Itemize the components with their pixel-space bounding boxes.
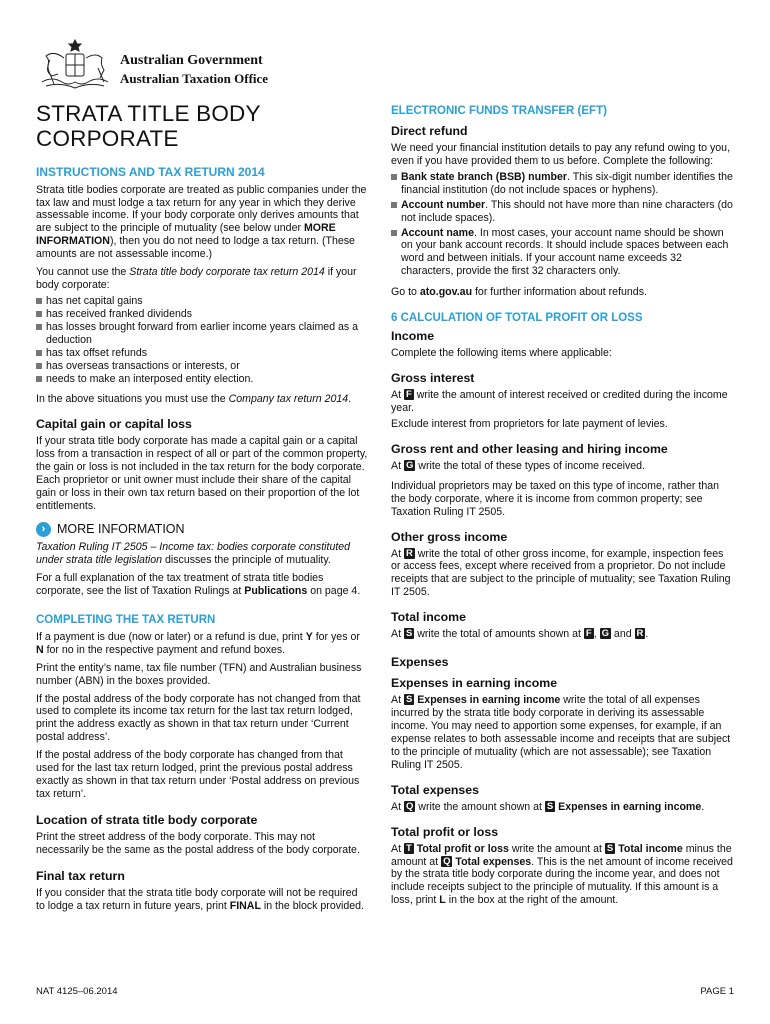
label-g: G: [405, 459, 414, 471]
label-s: S: [405, 694, 413, 706]
direct-refund-heading: Direct refund: [391, 124, 468, 139]
label-r: R: [636, 628, 644, 640]
eft-heading: ELECTRONIC FUNDS TRANSFER (EFT): [391, 105, 607, 117]
label-s: S: [606, 842, 614, 854]
gross-rent-heading: Gross rent and other leasing and hiring income: [391, 441, 668, 456]
gross-interest-paragraph: At F write the amount of interest received or credited during the income year.: [391, 389, 728, 415]
more-information-ruling: Taxation Ruling IT 2505 – Income tax: bodies corporate constituted under strata title legislation discusses the principle of mutuality.: [36, 541, 351, 567]
completing-paragraph-1: If a payment is due (now or later) or a refund is due, print Y for yes or N for no in the respective payment and refund boxes.: [36, 630, 360, 656]
cannot-use-list: [36, 295, 368, 385]
label-f: F: [585, 628, 592, 640]
page-title: [36, 101, 368, 151]
title-line-1: STRATA TITLE BODY: [36, 101, 261, 126]
total-income-paragraph: At S write the total of amounts shown at F , G and R .: [391, 628, 649, 641]
completing-paragraph-3: If the postal address of the body corporate has not changed from that used to complete its income tax return for the last tax return lodged, print the address exactly as shown in that tax return under ‘Current postal address’.: [36, 692, 361, 744]
expenses-earning-paragraph: At S Expenses in earning income write the total of all expenses incurred by the strata title body corporate in deriving its assessable income. You may need to apportion some expenses, for example, if an expense relates to both assessable income and receipts that are subject to the principle of mutuality (which are not assessable); see Taxation Ruling IT 2505.: [391, 694, 731, 771]
other-gross-heading: Other gross income: [391, 529, 508, 544]
label-s: S: [405, 628, 413, 640]
expenses-heading: Expenses: [391, 655, 449, 670]
direct-refund-paragraph: We need your financial institution details to pay any refund owing to you, even if you have provided them to us before. Complete the following:: [391, 142, 731, 167]
income-heading: Income: [391, 329, 435, 344]
capital-gain-paragraph: If your strata title body corporate has made a capital gain or a capital loss from a transaction in respect of all or part of the common property, the gain or loss is not included in the tax return for the body corporate. Each proprietor or unit owner must include their share of the capital gain or loss in their own tax return based on their proportion of the lot entitlements.: [36, 435, 368, 512]
org-name-ato: Australian Taxation Office: [120, 71, 269, 86]
list-item: has losses brought forward from earlier income years claimed as a deduction: [36, 321, 368, 347]
other-gross-paragraph: At R write the total of other gross income, for example, inspection fees or access fees, except where received from a proprietor. Do not include receipts that are subject to the principle of mutuality; see Taxation Ruling IT 2505.: [391, 547, 731, 599]
total-profit-heading: Total profit or loss: [391, 824, 499, 839]
label-t: T: [405, 842, 412, 854]
calculation-heading: 6 CALCULATION OF TOTAL PROFIT OR LOSS: [391, 312, 643, 325]
more-information-box: [36, 522, 368, 598]
label-q: Q: [405, 800, 414, 812]
final-return-heading: Final tax return: [36, 868, 125, 883]
income-paragraph: Complete the following items where applicable:: [391, 347, 612, 360]
gross-interest-exclude: Exclude interest from proprietors for late payment of levies.: [391, 417, 668, 430]
ato-link[interactable]: ato.gov.au: [419, 286, 473, 299]
gross-rent-proprietors: Individual proprietors may be taxed on this type of income, rather than the body corporate, where it is income from common property; see Taxation Ruling IT 2505.: [391, 479, 719, 518]
list-item: has overseas transactions or interests, or: [36, 360, 368, 373]
org-name-government: Australian Government: [120, 53, 263, 68]
total-expenses-heading: Total expenses: [391, 782, 479, 797]
label-r: R: [405, 547, 413, 559]
total-profit-paragraph: At T Total profit or loss write the amount at S Total income minus the amount at Q Total expenses. This is the net amount of income received by the strata title body corporate during the income year, and does not include receipts subject to the principle of mutuality. If this amount is a loss, print L in the box at the right of the amount.: [391, 842, 733, 907]
list-item: has tax offset refunds: [36, 347, 368, 360]
completing-heading: COMPLETING THE TAX RETURN: [36, 613, 216, 626]
coat-of-arms-icon: [36, 38, 114, 94]
page-number: PAGE 1: [700, 986, 734, 997]
label-f: F: [405, 389, 412, 401]
list-item: has net capital gains: [36, 295, 368, 308]
list-item: has received franked dividends: [36, 308, 368, 321]
cannot-use-paragraph: You cannot use the Strata title body corporate tax return 2014 if your body corporate:: [36, 266, 357, 292]
list-item: Account number. This should not have more than nine characters (do not include spaces).: [391, 199, 734, 225]
label-s: S: [546, 800, 554, 812]
location-paragraph: Print the street address of the body corporate. This may not necessarily be the same as the postal address of the body corporate.: [36, 830, 360, 856]
capital-gain-heading: Capital gain or capital loss: [36, 417, 192, 432]
intro-paragraph: Strata title bodies corporate are treated as public companies under the tax law and must lodge a tax return for any year in which they derive assessable income. If your body corporate only derives amounts that are subject to the principle of mutuality (see below under MORE INFORMATION), then you do not need to lodge a tax return. (These amounts are not assessable income.): [36, 183, 367, 261]
list-item: needs to make an interposed entity election.: [36, 373, 368, 386]
chevron-right-icon: ›: [36, 522, 51, 537]
total-income-heading: Total income: [391, 610, 466, 625]
completing-paragraph-4: If the postal address of the body corporate has changed from that used for the last tax return lodged, print the previous postal address exactly as shown in that tax return under ‘Postal address on previous tax return’.: [36, 749, 360, 800]
total-expenses-paragraph: At Q write the amount shown at S Expenses in earning income.: [391, 800, 705, 813]
right-column: [391, 104, 734, 912]
document-code: NAT 4125–06.2014: [36, 986, 118, 997]
list-item: Bank state branch (BSB) number. This six-digit number identifies the financial institution (do not include spaces or hyphens).: [391, 171, 734, 197]
page-subtitle: INSTRUCTIONS AND TAX RETURN 2014: [36, 165, 265, 179]
final-return-paragraph: If you consider that the strata title body corporate will not be required to lodge a tax return in future years, print FINAL in the block provided.: [36, 886, 364, 912]
gross-rent-paragraph: At G write the total of these types of income received.: [391, 459, 645, 472]
label-q: Q: [443, 855, 451, 867]
gross-interest-heading: Gross interest: [391, 371, 475, 386]
header: [36, 38, 336, 96]
goto-paragraph: Go to ato.gov.au for further information about refunds.: [391, 286, 647, 299]
expenses-earning-heading: Expenses in earning income: [391, 676, 558, 691]
government-title: [120, 52, 268, 87]
left-column: [36, 101, 368, 918]
completing-paragraph-2: Print the entity’s name, tax file number (TFN) and Australian business number (ABN) in the boxes provided.: [36, 661, 362, 687]
location-heading: Location of strata title body corporate: [36, 812, 258, 827]
title-line-2: CORPORATE: [36, 126, 179, 151]
more-information-title: MORE INFORMATION: [57, 521, 185, 536]
eft-details-list: [391, 171, 734, 278]
more-information-publications: For a full explanation of the tax treatment of strata title bodies corporate, see the list of Taxation Rulings at Publications on page 4.: [36, 572, 361, 597]
situations-paragraph: In the above situations you must use the Company tax return 2014.: [36, 393, 352, 406]
label-g: G: [601, 628, 609, 640]
list-item: Account name. In most cases, your account name should be shown on your bank account records. It should include spaces between each word and between initials. If your account name exceeds 32 characters, provide the first 32 characters only.: [391, 227, 734, 279]
